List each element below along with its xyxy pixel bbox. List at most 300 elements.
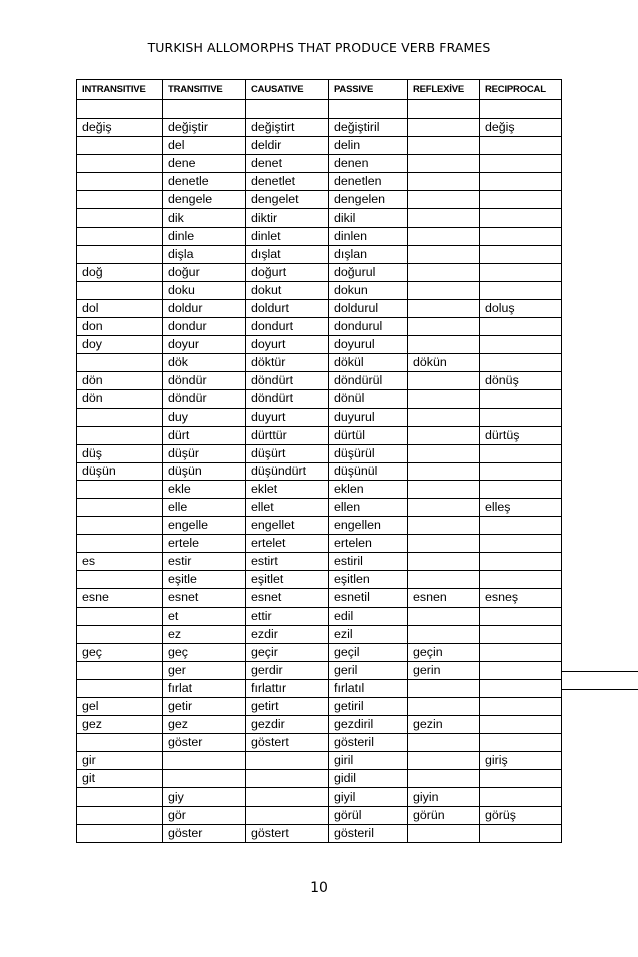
table-cell: dinlet <box>246 227 329 245</box>
table-cell <box>77 788 163 806</box>
table-cell <box>77 480 163 498</box>
table-cell: denetlet <box>246 173 329 191</box>
table-cell <box>480 191 562 209</box>
table-cell: estir <box>163 553 246 571</box>
table-cell <box>77 426 163 444</box>
table-row <box>77 535 562 553</box>
table-cell: dinlen <box>329 227 408 245</box>
table-cell: elleş <box>480 498 562 516</box>
table-cell <box>408 372 480 390</box>
table-cell <box>480 354 562 372</box>
table-cell: esneş <box>480 589 562 607</box>
table-cell: getirt <box>246 698 329 716</box>
table-cell: fırlatıl <box>329 679 408 697</box>
table-cell: değiş <box>480 119 562 137</box>
table-row <box>77 498 562 516</box>
table-cell <box>77 806 163 824</box>
table-cell <box>480 643 562 661</box>
table-cell <box>480 734 562 752</box>
table-cell: duyurt <box>246 408 329 426</box>
table-cell <box>480 788 562 806</box>
table-cell: ertelet <box>246 535 329 553</box>
table-cell: gerin <box>408 661 480 679</box>
table-cell: dondurt <box>246 318 329 336</box>
table-cell: ettir <box>246 607 329 625</box>
table-cell: gerdir <box>246 661 329 679</box>
table-cell: gezin <box>408 716 480 734</box>
table-row <box>77 698 562 716</box>
table-cell <box>408 155 480 173</box>
table-cell <box>408 498 480 516</box>
table-cell: estiril <box>329 553 408 571</box>
table-cell: dokut <box>246 281 329 299</box>
table-cell: dene <box>163 155 246 173</box>
column-header-transitive: TRANSITIVE <box>163 80 246 100</box>
table-cell: giyin <box>408 788 480 806</box>
table-cell <box>408 734 480 752</box>
table-cell <box>329 100 408 119</box>
table-cell: düş <box>77 444 163 462</box>
table-cell: eşitlen <box>329 571 408 589</box>
table-cell <box>480 318 562 336</box>
table-cell <box>77 571 163 589</box>
table-cell <box>408 336 480 354</box>
table-row <box>77 734 562 752</box>
table-cell: doy <box>77 336 163 354</box>
table-cell: gezdir <box>246 716 329 734</box>
table-cell: eklet <box>246 480 329 498</box>
table-cell <box>246 752 329 770</box>
table-row <box>77 806 562 824</box>
table-cell <box>408 119 480 137</box>
table-row <box>77 770 562 788</box>
table-cell <box>480 571 562 589</box>
table-cell: doğur <box>163 263 246 281</box>
table-cell: dengelen <box>329 191 408 209</box>
margin-line <box>561 689 638 690</box>
table-cell <box>408 390 480 408</box>
table-cell <box>408 263 480 281</box>
table-cell <box>408 625 480 643</box>
table-cell: denet <box>246 155 329 173</box>
table-body <box>77 100 562 843</box>
table-cell: geçir <box>246 643 329 661</box>
table-cell: dönül <box>329 390 408 408</box>
table-row <box>77 444 562 462</box>
table-cell <box>77 155 163 173</box>
table-cell: ertelen <box>329 535 408 553</box>
table-row <box>77 354 562 372</box>
table-cell <box>246 770 329 788</box>
table-row <box>77 245 562 263</box>
table-cell: düşünül <box>329 462 408 480</box>
column-header-passive: PASSIVE <box>329 80 408 100</box>
table-cell: düşür <box>163 444 246 462</box>
table-cell: gezdiril <box>329 716 408 734</box>
table-cell <box>480 698 562 716</box>
table-cell: et <box>163 607 246 625</box>
table-cell: edil <box>329 607 408 625</box>
table-cell <box>408 245 480 263</box>
table-cell <box>77 734 163 752</box>
table-cell <box>408 535 480 553</box>
table-row <box>77 299 562 317</box>
table-cell <box>408 824 480 842</box>
table-cell: ellet <box>246 498 329 516</box>
table-cell: gir <box>77 752 163 770</box>
table-cell: görüş <box>480 806 562 824</box>
table-cell: esne <box>77 589 163 607</box>
table-cell: denetlen <box>329 173 408 191</box>
table-cell: doğ <box>77 263 163 281</box>
table-cell: gösteril <box>329 824 408 842</box>
table-cell: dol <box>77 299 163 317</box>
table-cell <box>77 245 163 263</box>
table-cell <box>480 173 562 191</box>
table-cell: git <box>77 770 163 788</box>
table-cell: dişla <box>163 245 246 263</box>
table-cell: doğurul <box>329 263 408 281</box>
table-cell <box>480 535 562 553</box>
table-cell: düşürt <box>246 444 329 462</box>
table-row <box>77 571 562 589</box>
table-cell <box>408 173 480 191</box>
table-row <box>77 752 562 770</box>
table-cell: geç <box>163 643 246 661</box>
table-cell: dokun <box>329 281 408 299</box>
table-cell: göster <box>163 824 246 842</box>
table-cell <box>480 716 562 734</box>
table-cell: gör <box>163 806 246 824</box>
table-cell: duy <box>163 408 246 426</box>
table-cell <box>246 100 329 119</box>
table-cell <box>408 408 480 426</box>
table-cell: dök <box>163 354 246 372</box>
table-cell <box>77 354 163 372</box>
table-cell <box>480 661 562 679</box>
table-cell <box>480 480 562 498</box>
table-cell: eşitlet <box>246 571 329 589</box>
table-cell <box>408 752 480 770</box>
table-cell: düşündürt <box>246 462 329 480</box>
table-cell: gez <box>77 716 163 734</box>
table-cell: görül <box>329 806 408 824</box>
table-cell: doldurt <box>246 299 329 317</box>
table-cell <box>246 788 329 806</box>
table-cell: düşün <box>163 462 246 480</box>
table-cell: dinle <box>163 227 246 245</box>
table-row <box>77 661 562 679</box>
table-cell: dökün <box>408 354 480 372</box>
table-cell <box>480 607 562 625</box>
table-cell: döktür <box>246 354 329 372</box>
table-cell: giril <box>329 752 408 770</box>
table-cell <box>77 607 163 625</box>
table-cell: dürtüş <box>480 426 562 444</box>
table-cell: görün <box>408 806 480 824</box>
table-cell: ger <box>163 661 246 679</box>
allomorph-table <box>76 79 562 843</box>
table-cell <box>408 299 480 317</box>
table-cell <box>480 444 562 462</box>
table-cell: değiştirt <box>246 119 329 137</box>
table-row <box>77 679 562 697</box>
table-cell: don <box>77 318 163 336</box>
table-cell <box>408 227 480 245</box>
table-cell: değiş <box>77 119 163 137</box>
table-cell: dürttür <box>246 426 329 444</box>
table-cell <box>77 408 163 426</box>
table-row <box>77 173 562 191</box>
table-cell: es <box>77 553 163 571</box>
table-cell <box>408 137 480 155</box>
table-cell: del <box>163 137 246 155</box>
table-cell: elle <box>163 498 246 516</box>
table-cell <box>77 661 163 679</box>
table-cell <box>480 770 562 788</box>
table-cell: dikil <box>329 209 408 227</box>
table-cell: döndürül <box>329 372 408 390</box>
table-cell: doku <box>163 281 246 299</box>
table-row <box>77 209 562 227</box>
table-cell: esnetil <box>329 589 408 607</box>
table-cell: değiştiril <box>329 119 408 137</box>
table-row <box>77 100 562 119</box>
table-cell: döndür <box>163 390 246 408</box>
table-cell: doldur <box>163 299 246 317</box>
table-cell <box>480 209 562 227</box>
table-cell: dönüş <box>480 372 562 390</box>
table-cell <box>163 770 246 788</box>
table-cell: gösteril <box>329 734 408 752</box>
table-cell: esnet <box>246 589 329 607</box>
table-cell: dengele <box>163 191 246 209</box>
table-cell <box>480 263 562 281</box>
table-cell <box>480 824 562 842</box>
table-cell <box>77 100 163 119</box>
page-number: 10 <box>310 880 328 896</box>
table-cell <box>480 390 562 408</box>
table-cell <box>408 281 480 299</box>
table-cell <box>408 553 480 571</box>
table-cell <box>408 480 480 498</box>
table-cell: esnet <box>163 589 246 607</box>
table-cell: döndürt <box>246 390 329 408</box>
table-cell: ezil <box>329 625 408 643</box>
table-cell: getir <box>163 698 246 716</box>
table-cell: dön <box>77 390 163 408</box>
table-cell: gidil <box>329 770 408 788</box>
table-row <box>77 589 562 607</box>
table-cell <box>408 679 480 697</box>
table-cell <box>77 209 163 227</box>
table-cell: döndür <box>163 372 246 390</box>
table-cell <box>480 227 562 245</box>
table-cell: doyur <box>163 336 246 354</box>
table-cell <box>480 281 562 299</box>
table-cell: eşitle <box>163 571 246 589</box>
table-row <box>77 716 562 734</box>
table-cell: düşün <box>77 462 163 480</box>
table-cell: fırlattır <box>246 679 329 697</box>
table-cell <box>77 679 163 697</box>
table-cell <box>480 517 562 535</box>
table-cell: giy <box>163 788 246 806</box>
table-row <box>77 263 562 281</box>
table-cell: doldurul <box>329 299 408 317</box>
page-title: TURKISH ALLOMORPHS THAT PRODUCE VERB FRAMES <box>147 40 491 55</box>
table-cell <box>480 100 562 119</box>
table-row <box>77 155 562 173</box>
table-cell: deldir <box>246 137 329 155</box>
table-row <box>77 137 562 155</box>
table-cell: geril <box>329 661 408 679</box>
table-cell: dışlat <box>246 245 329 263</box>
table-cell <box>77 281 163 299</box>
column-header-intransitive: INTRANSITIVE <box>77 80 163 100</box>
table-cell <box>77 498 163 516</box>
table-cell: denen <box>329 155 408 173</box>
table-cell <box>480 245 562 263</box>
table-cell: doyurul <box>329 336 408 354</box>
table-row <box>77 625 562 643</box>
table-cell <box>77 173 163 191</box>
table-cell: dik <box>163 209 246 227</box>
table-cell: dürtül <box>329 426 408 444</box>
table-cell: giyil <box>329 788 408 806</box>
table-row <box>77 227 562 245</box>
table-row <box>77 607 562 625</box>
table-cell <box>408 426 480 444</box>
table-row <box>77 426 562 444</box>
table-cell: dön <box>77 372 163 390</box>
table-cell: denetle <box>163 173 246 191</box>
table-row <box>77 372 562 390</box>
table-cell: döndürt <box>246 372 329 390</box>
table-cell <box>77 535 163 553</box>
table-cell <box>77 137 163 155</box>
table-row <box>77 824 562 842</box>
table-row <box>77 408 562 426</box>
table-row <box>77 336 562 354</box>
table-cell <box>77 227 163 245</box>
table-cell: dondur <box>163 318 246 336</box>
table-row <box>77 480 562 498</box>
table-row <box>77 517 562 535</box>
margin-line <box>561 671 638 672</box>
table-cell: geç <box>77 643 163 661</box>
table-cell <box>408 607 480 625</box>
table-cell <box>480 137 562 155</box>
table-cell: değiştir <box>163 119 246 137</box>
table-row <box>77 191 562 209</box>
table-cell <box>480 679 562 697</box>
table-cell: duyurul <box>329 408 408 426</box>
table-cell: engellen <box>329 517 408 535</box>
table-cell: doluş <box>480 299 562 317</box>
table-cell: göstert <box>246 824 329 842</box>
table-cell <box>408 462 480 480</box>
table-cell: eklen <box>329 480 408 498</box>
table-cell: giriş <box>480 752 562 770</box>
table-cell: ezdir <box>246 625 329 643</box>
table-cell: gez <box>163 716 246 734</box>
table-row <box>77 119 562 137</box>
table-cell: ellen <box>329 498 408 516</box>
table-cell <box>480 462 562 480</box>
table-cell <box>246 806 329 824</box>
table-cell <box>480 553 562 571</box>
table-cell <box>480 625 562 643</box>
table-cell: dışlan <box>329 245 408 263</box>
table-cell <box>480 155 562 173</box>
table-cell <box>480 336 562 354</box>
table-cell <box>77 517 163 535</box>
table-row <box>77 462 562 480</box>
table-cell: dökül <box>329 354 408 372</box>
table-cell: engelle <box>163 517 246 535</box>
table-cell: engellet <box>246 517 329 535</box>
table-cell <box>408 517 480 535</box>
table-cell <box>77 625 163 643</box>
table-cell: düşürül <box>329 444 408 462</box>
table-cell <box>77 191 163 209</box>
table-cell <box>408 571 480 589</box>
table-cell <box>408 191 480 209</box>
table-cell <box>408 770 480 788</box>
table-cell <box>408 444 480 462</box>
column-header-reflexive: REFLEXİVE <box>408 80 480 100</box>
table-cell: esnen <box>408 589 480 607</box>
table-row <box>77 553 562 571</box>
table-row <box>77 390 562 408</box>
table-cell: ertele <box>163 535 246 553</box>
table-cell: fırlat <box>163 679 246 697</box>
table-cell <box>408 698 480 716</box>
table-cell: diktir <box>246 209 329 227</box>
table-row <box>77 281 562 299</box>
table-cell: göstert <box>246 734 329 752</box>
table-cell: ekle <box>163 480 246 498</box>
table-cell: dengelet <box>246 191 329 209</box>
table-cell: dondurul <box>329 318 408 336</box>
table-cell: estirt <box>246 553 329 571</box>
table-row <box>77 788 562 806</box>
table-header-row <box>77 80 562 100</box>
table-cell: ez <box>163 625 246 643</box>
table-cell: dürt <box>163 426 246 444</box>
table-cell: getiril <box>329 698 408 716</box>
table-cell: doyurt <box>246 336 329 354</box>
table-cell <box>163 100 246 119</box>
table-cell: doğurt <box>246 263 329 281</box>
table-cell: geçil <box>329 643 408 661</box>
table-row <box>77 643 562 661</box>
table-cell <box>480 408 562 426</box>
table-cell: göster <box>163 734 246 752</box>
table-cell: gel <box>77 698 163 716</box>
table-cell: delin <box>329 137 408 155</box>
table-cell <box>408 209 480 227</box>
table-cell <box>408 100 480 119</box>
column-header-reciprocal: RECIPROCAL <box>480 80 562 100</box>
column-header-causative: CAUSATIVE <box>246 80 329 100</box>
table-cell: geçin <box>408 643 480 661</box>
table-cell <box>408 318 480 336</box>
table-cell <box>77 824 163 842</box>
table-row <box>77 318 562 336</box>
table-cell <box>163 752 246 770</box>
